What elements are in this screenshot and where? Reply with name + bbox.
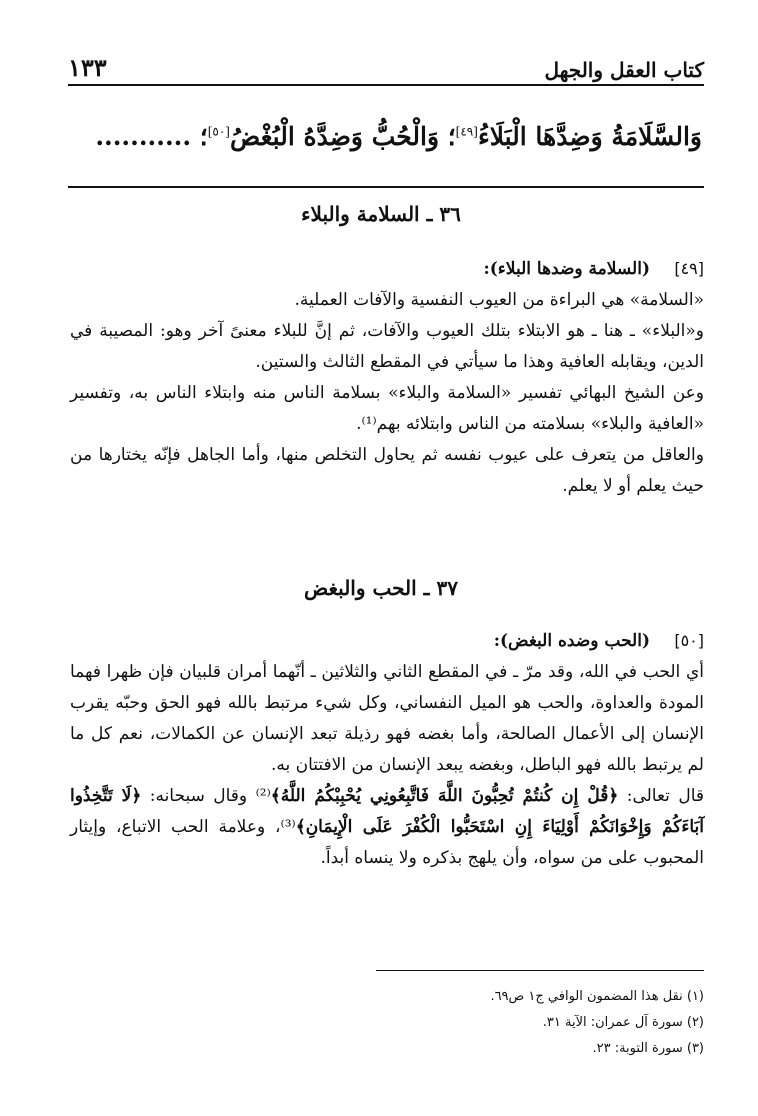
entry-49-label: (السلامة وضدها البلاء): [483, 259, 650, 279]
header-rule [68, 84, 704, 86]
hadith-ref-49: [٤٩] [455, 124, 478, 139]
footnotes [70, 984, 704, 1062]
entry-50-heading [70, 625, 704, 657]
paragraph: أي الحب في الله، وقد مرّ ـ في المقطع الثاني والثلاثين ـ أنّهما أمران قلبيان فإن ظهرا فهما المودة والعداوة، والحب هو الميل النفساني، وكل شيء مرتبط بالله فهو الحق وحبّه يقرب الإنسان إلى الأعمال الصالحة، وأما بغضه فهو رذيلة تبعد الإنسان عن الكمالات، نعم كل ما لم يرتبط بالله فهو الباطل، وبغضه يبعد الإنسان من الافتتان به. [70, 662, 704, 775]
entry-49-number: [٤٩] [674, 259, 704, 278]
paragraph: و«البلاء» ـ هنا ـ هو الابتلاء بتلك العيوب والآفات، ثم إنَّ للبلاء معنىً آخر وهو: المصيبة في الدين، ويقابله العافية وهذا ما سيأتي في المقطع الثالث والستين. [70, 321, 704, 372]
hadith-text [60, 122, 702, 151]
quran-verse-1: ﴿قُلْ إِن كُنتُمْ تُحِبُّونَ اللَّهَ فَاتَّبِعُونِي يُحْبِبْكُمُ اللَّهُ﴾ [270, 786, 619, 806]
page-number: ١٣٣ [68, 53, 107, 82]
entry-50-number: [٥٠] [674, 631, 704, 650]
entry-49-heading [70, 253, 704, 285]
footnote-ref-2: ⁽²⁾ [255, 786, 271, 806]
footnote: (٣) سورة التوبة: ٢٣. [592, 1041, 704, 1056]
quran-mid: وقال سبحانه: [141, 786, 256, 806]
quran-paragraph [70, 781, 704, 874]
quran-intro: قال تعالى: [618, 786, 705, 806]
hadith-part-2: ؛ وَالْحُبُّ وَضِدَّهُ الْبُغْضُ [229, 122, 456, 151]
running-title: كتاب العقل والجهل [544, 58, 704, 82]
paragraph: «السلامة» هي البراءة من العيوب النفسية والآفات العملية. [294, 290, 704, 310]
quran-verse-2: ﴿لَا تَتَّخِذُوا آبَاءَكُمْ وَإِخْوَانَكُمْ أَوْلِيَاءَ إِنِ اسْتَحَبُّوا الْكُفْرَ عَلَى الْإِيمَانِ﴾ [70, 786, 704, 837]
section-36-title: ٣٦ ـ السلامة والبلاء [301, 202, 461, 226]
section-37-title: ٣٧ ـ الحب والبغض [304, 576, 458, 600]
paragraph: وعن الشيخ البهائي تفسير «السلامة والبلاء» بسلامة الناس منه وابتلاء الناس به، وتفسير «العافية والبلاء» بسلامته من الناس وابتلائه بهم⁽¹⁾. [70, 383, 704, 434]
footnote-rule [376, 970, 704, 971]
footnote: (٢) سورة آل عمران: الآية ٣١. [542, 1015, 704, 1030]
section-37-body [70, 625, 704, 874]
section-rule [68, 186, 704, 188]
section-36-body [70, 253, 704, 502]
hadith-ref-50: [٥٠] [207, 124, 230, 139]
footnote-ref-3: ⁽³⁾ [280, 817, 296, 837]
hadith-part-1: وَالسَّلَامَةُ وَضِدَّهَا الْبَلَاءُ [477, 122, 702, 151]
entry-50-label: (الحب وضده البغض): [493, 631, 650, 651]
footnote: (١) نقل هذا المضمون الوافي ج١ ص٦٩. [490, 989, 704, 1004]
quran-end: ، وعلامة الحب الاتباع، وإيثار المحبوب على من سواه، وأن يلهج بذكره ولا ينساه أبداً. [70, 817, 704, 868]
page-header [68, 46, 704, 82]
hadith-dots: ؛ ........... [95, 122, 208, 151]
paragraph: والعاقل من يتعرف على عيوب نفسه ثم يحاول التخلص منها، وأما الجاهل فإنّه يختارها من حيث يعلم أو لا يعلم. [70, 445, 704, 496]
